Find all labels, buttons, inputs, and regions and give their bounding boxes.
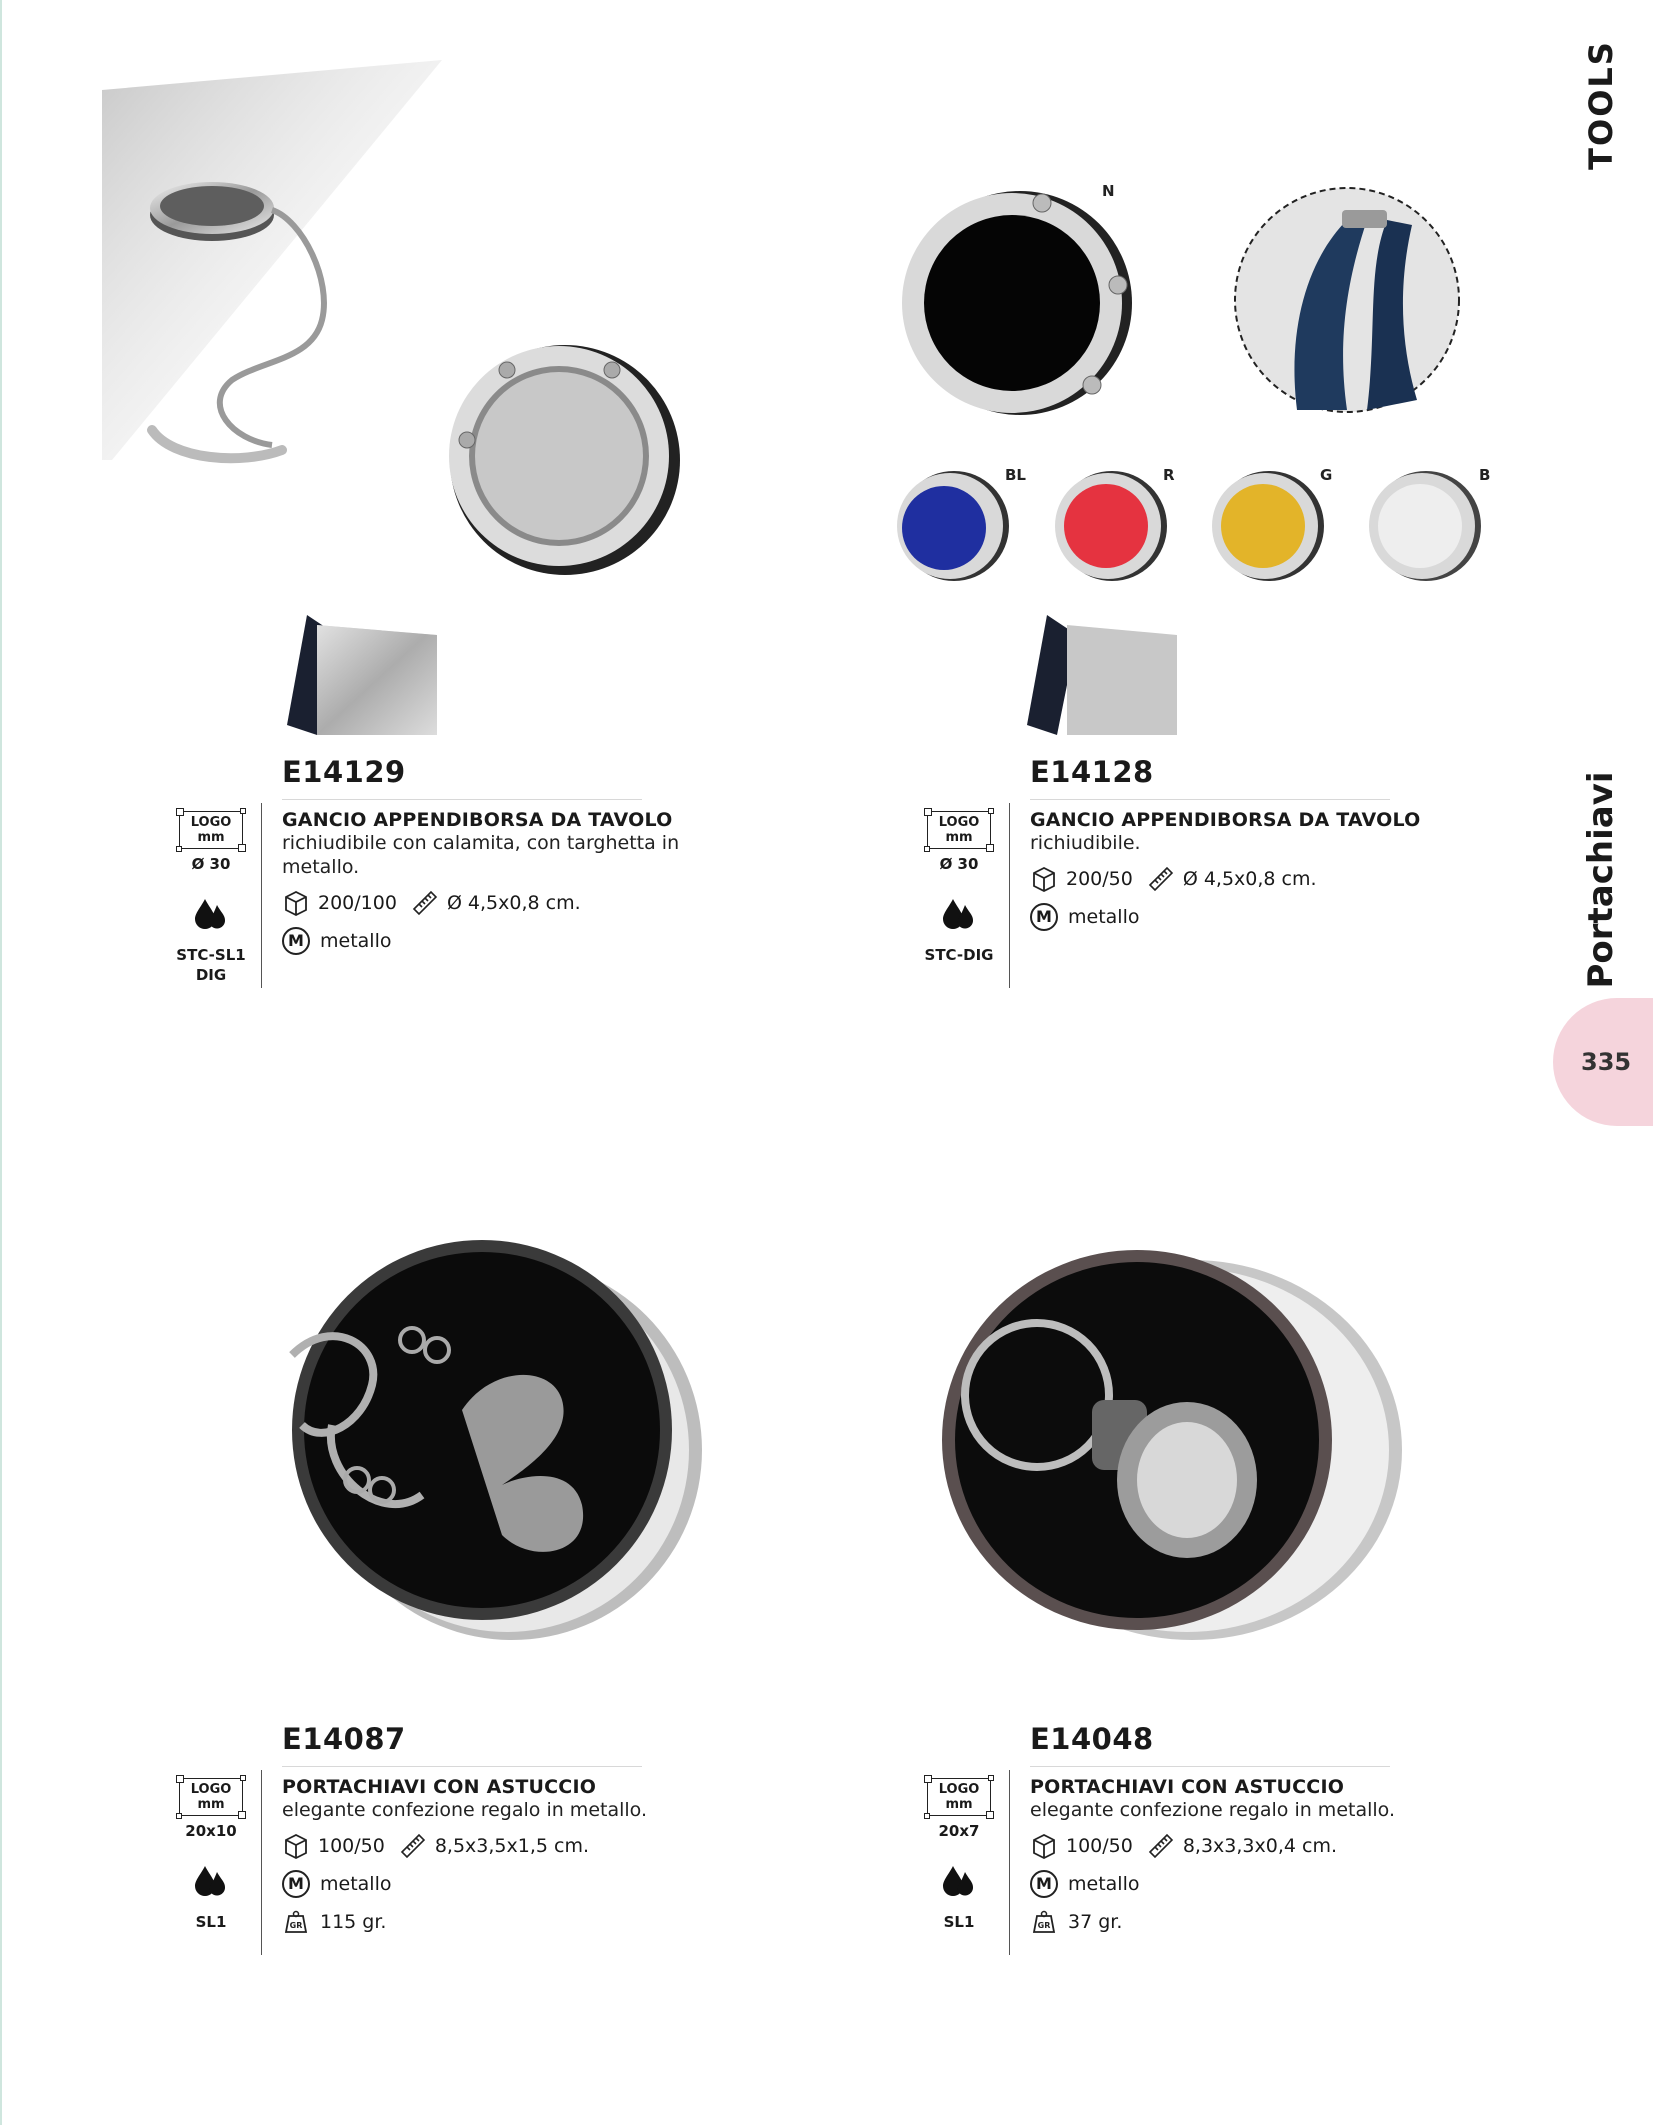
printing-technique-icon bbox=[191, 895, 231, 935]
material-icon: M bbox=[1030, 1870, 1058, 1898]
category-label: Portachiavi bbox=[1581, 771, 1621, 989]
printing-technique: SL1 bbox=[195, 1913, 227, 1931]
spec-packing-dimensions bbox=[282, 889, 702, 917]
color-swatch-red bbox=[1050, 470, 1170, 585]
product-image-e14129-round bbox=[447, 340, 697, 590]
spec-packing-dimensions bbox=[1030, 1832, 1450, 1860]
material: metallo bbox=[1068, 906, 1140, 928]
weight: 115 gr. bbox=[320, 1911, 387, 1933]
page-number: 335 bbox=[1581, 1048, 1632, 1076]
box-icon bbox=[1030, 1832, 1058, 1860]
packing-quantity: 100/50 bbox=[318, 1835, 385, 1857]
divider-vertical bbox=[261, 1770, 262, 1955]
product-image-e14128-in-use bbox=[1227, 180, 1467, 420]
product-card-e14087 bbox=[2, 1722, 722, 1982]
product-code: E14087 bbox=[282, 1722, 406, 1756]
product-card-e14129 bbox=[2, 755, 722, 1015]
box-icon bbox=[1030, 865, 1058, 893]
variant-label-n: N bbox=[1102, 182, 1115, 200]
product-subtitle: elegante confezione regalo in metallo. bbox=[282, 1799, 647, 1821]
spec-packing-dimensions bbox=[282, 1832, 702, 1860]
product-subtitle: elegante confezione regalo in metallo. bbox=[1030, 1799, 1395, 1821]
packing-quantity: 200/100 bbox=[318, 892, 397, 914]
logo-area-icon: LOGO mm bbox=[179, 811, 243, 849]
spec-weight bbox=[1030, 1908, 1450, 1936]
logo-area-icon: LOGO mm bbox=[927, 1778, 991, 1816]
printing-technique: STC-DIG bbox=[924, 946, 994, 964]
svg-text:GR: GR bbox=[1037, 1921, 1051, 1930]
variant-label-r: R bbox=[1163, 466, 1175, 484]
logo-area-icon: LOGO mm bbox=[179, 1778, 243, 1816]
spec-material bbox=[282, 1870, 702, 1898]
gift-box-image-e14129 bbox=[277, 605, 447, 745]
product-description bbox=[282, 1776, 702, 1936]
spec-material bbox=[1030, 903, 1450, 931]
color-swatch-blue bbox=[892, 470, 1012, 585]
ruler-icon bbox=[399, 1832, 427, 1860]
logo-size: Ø 30 bbox=[191, 855, 231, 873]
weight: 37 gr. bbox=[1068, 1911, 1123, 1933]
divider bbox=[282, 799, 642, 800]
dimensions: Ø 4,5x0,8 cm. bbox=[1182, 868, 1317, 890]
section-label: TOOLS bbox=[1582, 40, 1620, 170]
divider bbox=[1030, 799, 1390, 800]
svg-text:GR: GR bbox=[289, 1921, 303, 1930]
product-title: GANCIO APPENDIBORSA DA TAVOLO bbox=[1030, 809, 1421, 831]
product-title: PORTACHIAVI CON ASTUCCIO bbox=[282, 1776, 597, 1798]
page-number-tab bbox=[1553, 998, 1653, 1126]
product-description bbox=[1030, 809, 1450, 931]
product-card-e14128 bbox=[750, 755, 1470, 1015]
divider bbox=[1030, 1766, 1390, 1767]
material: metallo bbox=[320, 930, 392, 952]
spec-material bbox=[282, 927, 702, 955]
product-title: PORTACHIAVI CON ASTUCCIO bbox=[1030, 1776, 1345, 1798]
divider-vertical bbox=[1009, 1770, 1010, 1955]
material: metallo bbox=[320, 1873, 392, 1895]
product-image-e14087 bbox=[262, 1235, 702, 1655]
variant-label-g: G bbox=[1320, 466, 1333, 484]
product-description bbox=[1030, 1776, 1450, 1936]
ruler-icon bbox=[411, 889, 439, 917]
product-card-e14048 bbox=[750, 1722, 1470, 1982]
dimensions: 8,5x3,5x1,5 cm. bbox=[434, 1835, 590, 1857]
logo-size: 20x7 bbox=[938, 1822, 980, 1840]
printing-technique: SL1 bbox=[943, 1913, 975, 1931]
dimensions: Ø 4,5x0,8 cm. bbox=[446, 892, 581, 914]
packing-quantity: 200/50 bbox=[1066, 868, 1133, 890]
box-icon bbox=[282, 889, 310, 917]
weight-icon bbox=[282, 1910, 310, 1934]
printing-technique: STC-SL1 DIG bbox=[176, 946, 246, 984]
customization-info bbox=[167, 811, 255, 985]
spec-weight bbox=[282, 1908, 702, 1936]
gift-box-image-e14128 bbox=[1017, 605, 1187, 745]
color-swatch-white bbox=[1364, 470, 1484, 585]
customization-info bbox=[915, 1778, 1003, 1932]
printing-technique-icon bbox=[939, 1862, 979, 1902]
ruler-icon bbox=[1147, 865, 1175, 893]
printing-technique-icon bbox=[939, 895, 979, 935]
product-image-e14128-black bbox=[892, 185, 1142, 425]
material-icon: M bbox=[282, 927, 310, 955]
packing-quantity: 100/50 bbox=[1066, 1835, 1133, 1857]
product-image-e14048 bbox=[937, 1250, 1407, 1655]
customization-info bbox=[915, 811, 1003, 965]
logo-size: 20x10 bbox=[185, 1822, 237, 1840]
weight-icon bbox=[1030, 1910, 1058, 1934]
divider-vertical bbox=[261, 803, 262, 988]
variant-label-bl: BL bbox=[1005, 466, 1026, 484]
product-description bbox=[282, 809, 702, 955]
product-code: E14129 bbox=[282, 755, 406, 789]
color-swatch-yellow bbox=[1207, 470, 1327, 585]
divider bbox=[282, 1766, 642, 1767]
variant-label-b: B bbox=[1479, 466, 1491, 484]
product-subtitle: richiudibile con calamita, con targhetta in metallo. bbox=[282, 832, 680, 878]
logo-size: Ø 30 bbox=[939, 855, 979, 873]
spec-packing-dimensions bbox=[1030, 865, 1450, 893]
ruler-icon bbox=[1147, 1832, 1175, 1860]
dimensions: 8,3x3,3x0,4 cm. bbox=[1182, 1835, 1338, 1857]
box-icon bbox=[282, 1832, 310, 1860]
material: metallo bbox=[1068, 1873, 1140, 1895]
product-code: E14048 bbox=[1030, 1722, 1154, 1756]
product-code: E14128 bbox=[1030, 755, 1154, 789]
material-icon: M bbox=[1030, 903, 1058, 931]
material-icon: M bbox=[282, 1870, 310, 1898]
divider-vertical bbox=[1009, 803, 1010, 988]
product-subtitle: richiudibile. bbox=[1030, 832, 1141, 854]
product-title: GANCIO APPENDIBORSA DA TAVOLO bbox=[282, 809, 673, 831]
customization-info bbox=[167, 1778, 255, 1932]
product-image-e14129-hook bbox=[102, 60, 462, 480]
printing-technique-icon bbox=[191, 1862, 231, 1902]
logo-area-icon: LOGO mm bbox=[927, 811, 991, 849]
spec-material bbox=[1030, 1870, 1450, 1898]
